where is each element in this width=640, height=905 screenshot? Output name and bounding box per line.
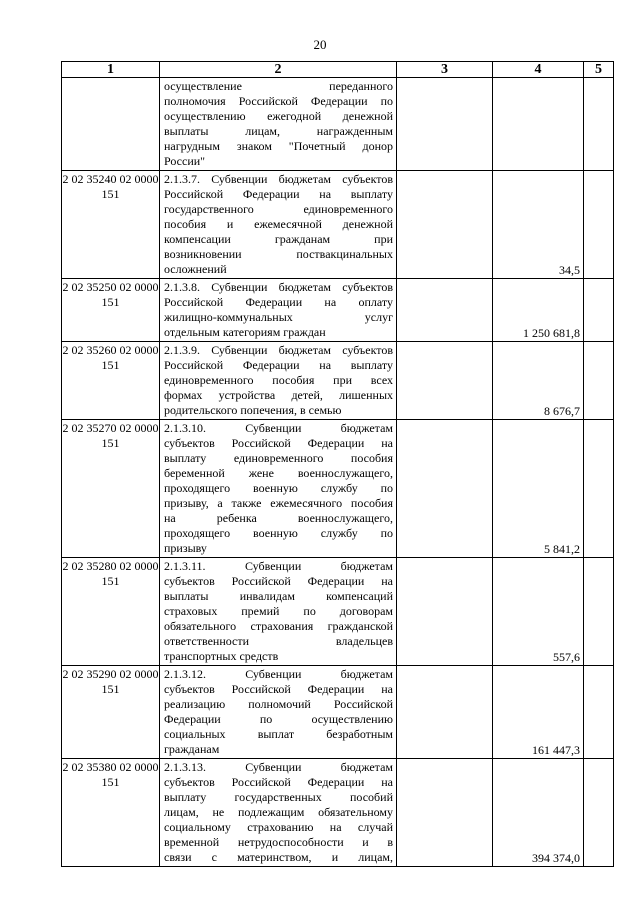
header-col-1: 1 [62,62,160,78]
col3-cell [397,78,493,171]
description-line: транспортных средств [164,649,279,663]
description-line: проходящего военную службу по [164,481,393,495]
description-line: призыву [164,541,207,555]
description-line: субъектов Российской Федерации на [164,436,393,450]
description-line: осложнений [164,262,227,276]
col5-cell [584,420,614,558]
description-line: Российской Федерации на оплату [164,295,393,309]
description-line: выплаты лицам, награжденным [164,124,393,138]
budget-code-cell: 2 02 35270 02 0000 151 [62,420,160,558]
description-line: связи с материнством, и лицам, [164,850,393,864]
description-line: реализацию полномочий Российской [164,697,393,711]
description-line: пособия и ежемесячной денежной [164,217,393,231]
description-line: 2.1.3.9. Субвенции бюджетам субъектов [164,343,393,357]
description-cell [160,420,397,558]
description-line: полномочия Российской Федерации по [164,94,393,108]
description-line: Федерации по осуществлению [164,712,393,726]
amount-cell: 394 374,0 [493,759,584,867]
description-line: Российской Федерации на выплату [164,187,393,201]
amount-cell: 34,5 [493,171,584,279]
description-cell [160,342,397,420]
col3-cell [397,171,493,279]
description-line: выплаты инвалидам компенсаций [164,589,393,603]
description-line: отдельным категориям граждан [164,325,326,339]
header-col-5: 5 [584,62,614,78]
col5-cell [584,759,614,867]
description-line: компенсации гражданам при [164,232,393,246]
description-line: осуществление переданного [164,79,393,93]
description-line: осуществлению ежегодной денежной [164,109,393,123]
description-line: на ребенка военнослужащего, [164,511,393,525]
description-line: субъектов Российской Федерации на [164,682,393,696]
budget-code-cell: 2 02 35250 02 0000 151 [62,279,160,342]
amount-cell: 5 841,2 [493,420,584,558]
description-line: 2.1.3.7. Субвенции бюджетам субъектов [164,172,393,186]
description-line: временной нетрудоспособности и в [164,835,393,849]
table-row [62,171,614,279]
col3-cell [397,279,493,342]
budget-code-cell [62,78,160,171]
col5-cell [584,171,614,279]
amount-cell [493,78,584,171]
table-row [62,666,614,759]
table-row [62,78,614,171]
description-line: лицам, не подлежащим обязательному [164,805,393,819]
col3-cell [397,666,493,759]
description-line: жилищно-коммунальных услуг [164,310,393,324]
description-line: субъектов Российской Федерации на [164,574,393,588]
description-cell [160,558,397,666]
description-cell [160,666,397,759]
description-line: призыву, а также ежемесячного пособия [164,496,393,510]
budget-code-cell: 2 02 35260 02 0000 151 [62,342,160,420]
col3-cell [397,420,493,558]
page-number: 20 [313,37,327,52]
header-col-3: 3 [397,62,493,78]
amount-cell: 161 447,3 [493,666,584,759]
header-col-4: 4 [493,62,584,78]
description-line: выплату единовременного пособия [164,451,393,465]
description-line: беременной жене военнослужащего, [164,466,393,480]
col3-cell [397,558,493,666]
description-line: Российской Федерации на выплату [164,358,393,372]
col5-cell [584,78,614,171]
description-cell [160,171,397,279]
description-line: государственного единовременного [164,202,393,216]
budget-table [61,61,614,867]
description-line: 2.1.3.11. Субвенции бюджетам [164,559,393,573]
description-line: единовременного пособия при всех [164,373,393,387]
budget-code-cell: 2 02 35380 02 0000 151 [62,759,160,867]
description-cell [160,759,397,867]
description-line: 2.1.3.13. Субвенции бюджетам [164,760,393,774]
table-row [62,759,614,867]
description-line: социальных выплат безработным [164,727,393,741]
description-line: гражданам [164,742,220,756]
amount-cell: 557,6 [493,558,584,666]
description-line: 2.1.3.12. Субвенции бюджетам [164,667,393,681]
description-line: субъектов Российской Федерации на [164,775,393,789]
table-row [62,558,614,666]
description-line: нагрудным знаком "Почетный донор [164,139,393,153]
table-row [62,420,614,558]
budget-code-cell: 2 02 35240 02 0000 151 [62,171,160,279]
table-row [62,279,614,342]
description-line: формах устройства детей, лишенных [164,388,393,402]
description-cell [160,78,397,171]
description-line: возникновении поствакцинальных [164,247,393,261]
description-line: социальному страхованию на случай [164,820,393,834]
amount-cell: 8 676,7 [493,342,584,420]
description-line: родительского попечения, в семью [164,403,342,417]
description-line: обязательного страхования гражданской [164,619,393,633]
col3-cell [397,759,493,867]
col5-cell [584,279,614,342]
col5-cell [584,666,614,759]
table-row [62,342,614,420]
col5-cell [584,558,614,666]
budget-code-cell: 2 02 35280 02 0000 151 [62,558,160,666]
amount-cell: 1 250 681,8 [493,279,584,342]
description-line: 2.1.3.10. Субвенции бюджетам [164,421,393,435]
description-line: страховых премий по договорам [164,604,393,618]
description-line: выплату государственных пособий [164,790,393,804]
header-col-2: 2 [160,62,397,78]
description-line: ответственности владельцев [164,634,393,648]
budget-code-cell: 2 02 35290 02 0000 151 [62,666,160,759]
col5-cell [584,342,614,420]
col3-cell [397,342,493,420]
description-line: проходящего военную службу по [164,526,393,540]
description-line: 2.1.3.8. Субвенции бюджетам субъектов [164,280,393,294]
description-line: России" [164,154,206,168]
header-row [62,62,614,78]
description-cell [160,279,397,342]
